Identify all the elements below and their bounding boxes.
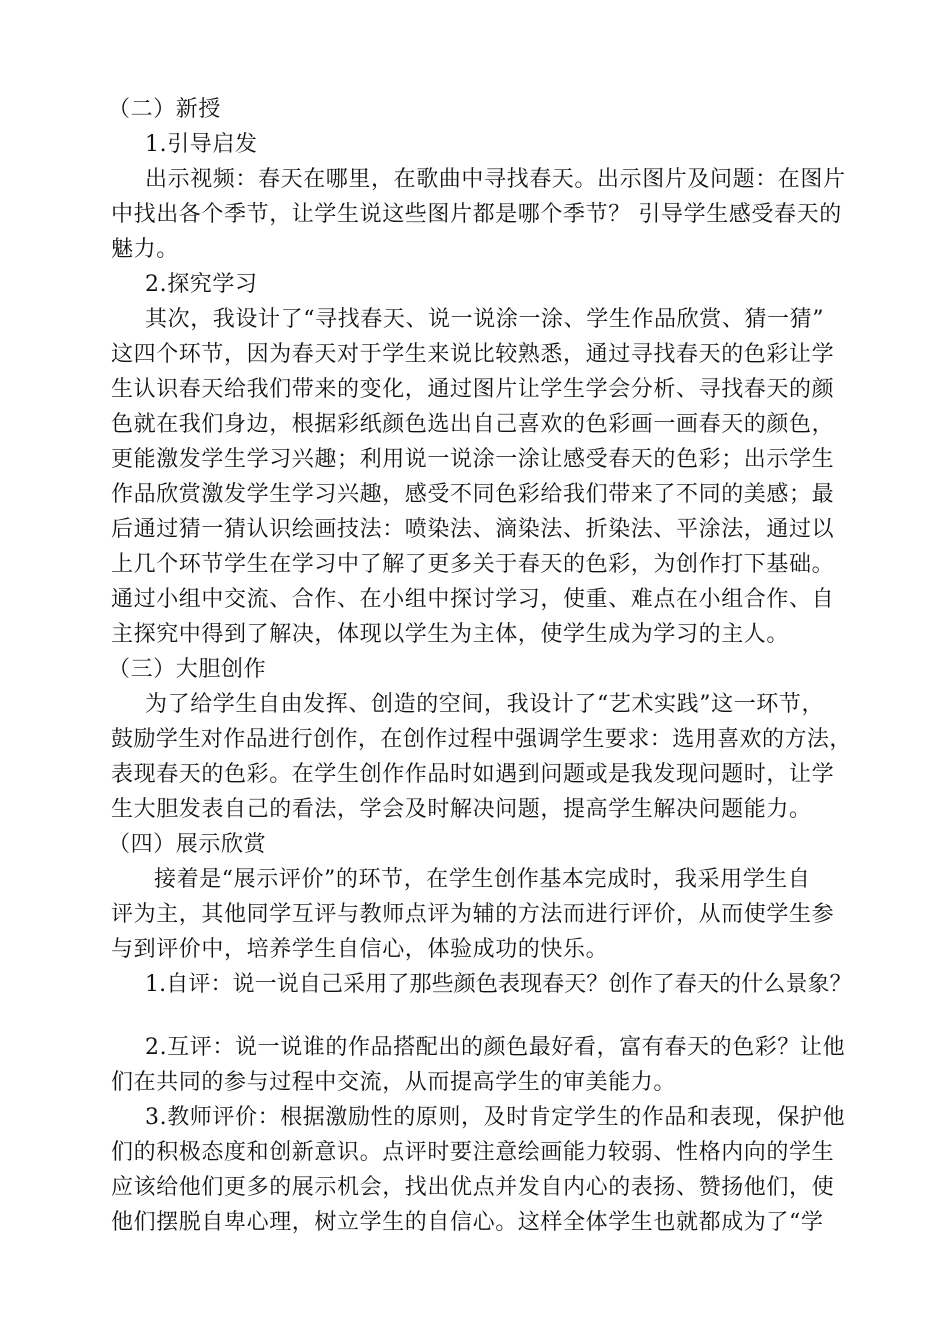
paragraph-line: 他们摆脱自卑心理，树立学生的自信心。这样全体学生也就都成为了“学 [111,1210,824,1235]
section-heading-bold-creation: （三）大胆创作 [108,657,267,682]
paragraph-line: 作品欣赏激发学生学习兴趣，感受不同色彩给我们带来了不同的美感；最 [111,482,835,507]
list-item-peer-evaluation: 2.互评：说一说谁的作品搭配出的颜色最好看，富有春天的色彩？让他 [145,1035,846,1060]
paragraph-line: 魅力。 [111,237,179,262]
paragraph-line: 上几个环节学生在学习中了解了更多关于春天的色彩，为创作打下基础。 [111,552,835,577]
paragraph-line: 更能激发学生学习兴趣；利用说一说涂一涂让感受春天的色彩；出示学生 [111,447,835,472]
paragraph-line: 们在共同的参与过程中交流，从而提高学生的审美能力。 [111,1070,677,1095]
section-heading-display-appreciation: （四）展示欣赏 [108,832,267,857]
paragraph-line: 生大胆发表自己的看法，学会及时解决问题，提高学生解决问题能力。 [111,797,812,822]
paragraph-line: 鼓励学生对作品进行创作，在创作过程中强调学生要求：选用喜欢的方法， [111,727,852,752]
list-item-teacher-evaluation: 3.教师评价：根据激励性的原则，及时肯定学生的作品和表现，保护他 [145,1105,846,1130]
paragraph-line: 出示视频：春天在哪里，在歌曲中寻找春天。出示图片及问题：在图片 [145,167,846,192]
paragraph-line: 主探究中得到了解决，体现以学生为主体，使学生成为学习的主人。 [111,622,790,647]
paragraph-line: 评为主，其他同学互评与教师点评为辅的方法而进行评价，从而使学生参 [111,902,835,927]
paragraph-line: 为了给学生自由发挥、创造的空间，我设计了“艺术实践”这一环节， [145,692,825,717]
paragraph-line: 应该给他们更多的展示机会，找出优点并发自内心的表扬、赞扬他们，使 [111,1175,835,1200]
subheading-inquiry-learning: 2.探究学习 [145,272,258,297]
paragraph-line: 通过小组中交流、合作、在小组中探讨学习，使重、难点在小组合作、自 [111,587,835,612]
paragraph-line: 表现春天的色彩。在学生创作作品时如遇到问题或是我发现问题时，让学 [111,762,835,787]
paragraph-line: 中找出各个季节，让学生说这些图片都是哪个季节？ 引导学生感受春天的 [111,202,842,227]
paragraph-line: 与到评价中，培养学生自信心，体验成功的快乐。 [111,937,609,962]
section-heading-new-teaching: （二）新授 [108,97,222,122]
paragraph-line: 色就在我们身边，根据彩纸颜色选出自己喜欢的色彩画一画春天的颜色， [111,412,835,437]
list-item-self-evaluation: 1.自评：说一说自己采用了那些颜色表现春天？创作了春天的什么景象？ [145,972,852,997]
paragraph-line: 这四个环节，因为春天对于学生来说比较熟悉，通过寻找春天的色彩让学 [111,342,835,367]
paragraph-line: 们的积极态度和创新意识。点评时要注意绘画能力较弱、性格内向的学生 [111,1140,835,1165]
paragraph-line: 接着是“展示评价”的环节，在学生创作基本完成时，我采用学生自 [154,867,811,892]
paragraph-line: 生认识春天给我们带来的变化，通过图片让学生学会分析、寻找春天的颜 [111,377,835,402]
paragraph-line: 其次，我设计了“寻找春天、说一说涂一涂、学生作品欣赏、猜一猜” [145,307,825,332]
paragraph-line: 后通过猜一猜认识绘画技法：喷染法、滴染法、折染法、平涂法，通过以 [111,517,835,542]
subheading-guidance: 1.引导启发 [145,132,258,157]
